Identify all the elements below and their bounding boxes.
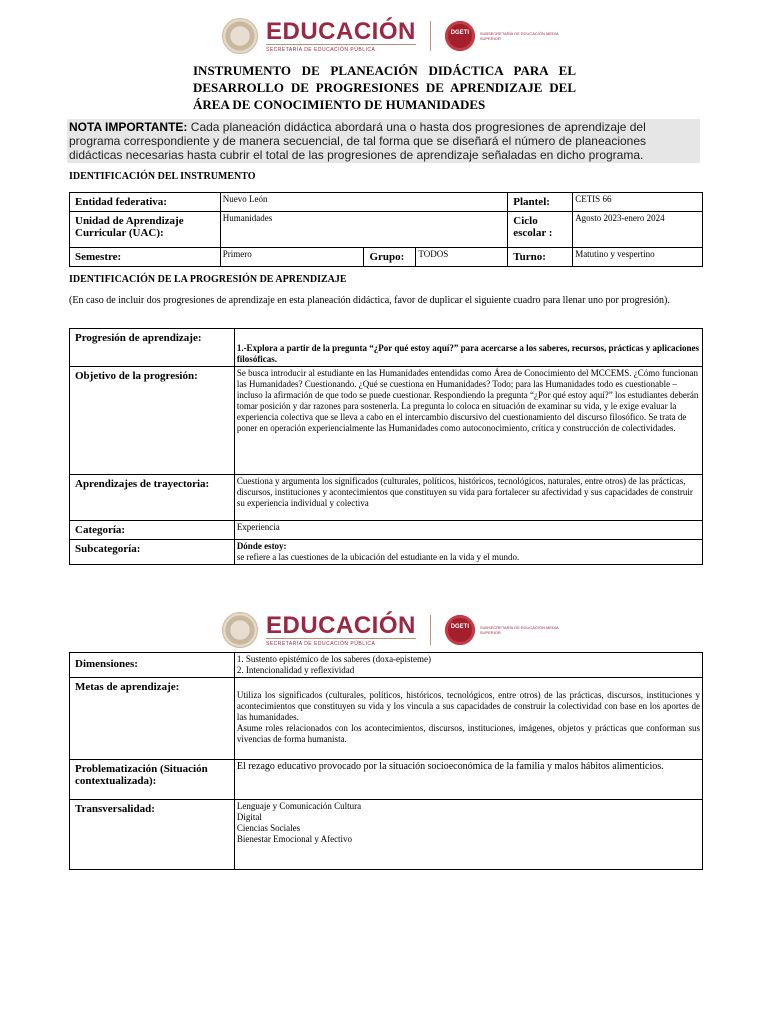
page2-table bbox=[69, 652, 703, 870]
transversalidad-label: Transversalidad: bbox=[70, 800, 235, 870]
logo-text: EDUCACIÓN bbox=[266, 17, 416, 45]
turno-value: Matutino y vespertino bbox=[573, 248, 703, 267]
progresion-value: 1.-Explora a partir de la pregunta “¿Por qué estoy aquí?” para acercarse a los saberes, recursos, prácticas y aplicaciones filosóficas. bbox=[234, 329, 702, 367]
logo-subtext: SECRETARÍA DE EDUCACIÓN PÚBLICA bbox=[266, 44, 416, 53]
semestre-label: Semestre: bbox=[70, 248, 221, 267]
gear-subtext: SUBSECRETARÍA DE EDUCACIÓN MEDIA SUPERIOR bbox=[479, 31, 559, 41]
transv-item: Bienestar Emocional y Afectivo bbox=[236, 834, 353, 844]
categoria-label: Categoría: bbox=[70, 521, 235, 540]
header-logo-page2 bbox=[222, 612, 560, 648]
metas-value bbox=[234, 678, 702, 760]
plantel-value: CETIS 66 bbox=[573, 193, 703, 212]
categoria-value: Experiencia bbox=[234, 521, 702, 540]
grupo-label: Grupo: bbox=[364, 248, 416, 267]
logo-subtext: SECRETARÍA DE EDUCACIÓN PÚBLICA bbox=[266, 638, 416, 647]
entidad-value: Nuevo León bbox=[220, 193, 507, 212]
logo-divider bbox=[430, 21, 431, 51]
ciclo-value: Agosto 2023-enero 2024 bbox=[573, 212, 703, 248]
progresion-label: Progresión de aprendizaje: bbox=[70, 329, 235, 367]
transversalidad-value bbox=[234, 800, 702, 870]
aprendizajes-value: Cuestiona y argumenta los significados (culturales, políticos, históricos, tecnológicos, naturales, entre otros) de las prácticas, discursos, instituciones y acontecimientos que constituyen su vida para fortalecer su afectividad y sus capacidades de construir su experiencia individual y colectiva bbox=[234, 475, 702, 521]
note-label: NOTA IMPORTANTE: bbox=[69, 120, 188, 134]
section-instructions: (En caso de incluir dos progresiones de aprendizaje en esta planeación didáctica, favor de duplicar el siguiente cuadro para llenar uno por progresión). bbox=[69, 295, 670, 306]
transv-item: Digital bbox=[236, 812, 262, 822]
problematizacion-label: Problematización (Situación contextualizada): bbox=[70, 760, 235, 800]
dgeti-gear-icon: DGETI bbox=[445, 615, 475, 645]
uac-label: Unidad de Aprendizaje Curricular (UAC): bbox=[70, 212, 221, 248]
subcategoria-label: Subcategoría: bbox=[70, 540, 235, 565]
aprendizajes-label: Aprendizajes de trayectoria: bbox=[70, 475, 235, 521]
transv-item: Ciencias Sociales bbox=[236, 823, 301, 833]
semestre-value: Primero bbox=[220, 248, 364, 267]
note-text: Cada planeación didáctica abordará una o hasta dos progresiones de aprendizaje del programa correspondiente y de manera secuencial, de tal forma que se diseñará el número de planeaciones didácticas necesarias hasta cubrir el total de las progresiones de aprendizaje señaladas en dicho programa. bbox=[69, 120, 647, 162]
gear-subtext: SUBSECRETARÍA DE EDUCACIÓN MEDIA SUPERIOR bbox=[479, 625, 559, 635]
plantel-label: Plantel: bbox=[508, 193, 573, 212]
meta-item: Asume roles relacionados con los acontecimientos, discursos, instituciones, imágenes, objetos y prácticas que conforman sus vivencias de forma humanista. bbox=[236, 723, 700, 744]
problematizacion-value: El rezago educativo provocado por la situación socioeconómica de la familia y malos hábitos alimenticios. bbox=[234, 760, 702, 800]
logo-text: EDUCACIÓN bbox=[266, 611, 416, 639]
instrument-table bbox=[69, 192, 703, 267]
subcategoria-text: se refiere a las cuestiones de la ubicación del estudiante en la vida y el mundo. bbox=[236, 552, 520, 562]
grupo-value: TODOS bbox=[416, 248, 508, 267]
mexico-seal-icon bbox=[222, 612, 258, 648]
objetivo-label: Objetivo de la progresión: bbox=[70, 367, 235, 475]
turno-label: Turno: bbox=[508, 248, 573, 267]
dimensiones-value bbox=[234, 653, 702, 678]
dgeti-gear-icon: DGETI bbox=[445, 21, 475, 51]
dimension-item: 1. Sustento epistémico de los saberes (doxa-episteme) bbox=[236, 654, 432, 664]
progression-table bbox=[69, 328, 703, 565]
entidad-label: Entidad federativa: bbox=[70, 193, 221, 212]
subcategoria-value bbox=[234, 540, 702, 565]
header-logo bbox=[222, 18, 560, 54]
metas-label: Metas de aprendizaje: bbox=[70, 678, 235, 760]
document-title: INSTRUMENTO DE PLANEACIÓN DIDÁCTICA PARA EL DESARROLLO DE PROGRESIONES DE APRENDIZAJE DEL ÁREA DE CONOCIMIENTO DE HUMANIDADES bbox=[193, 63, 576, 112]
ciclo-label: Ciclo escolar : bbox=[508, 212, 573, 248]
dimensiones-label: Dimensiones: bbox=[70, 653, 235, 678]
section-identificacion-progresion: IDENTIFICACIÓN DE LA PROGRESIÓN DE APRENDIZAJE bbox=[69, 274, 347, 285]
uac-value: Humanidades bbox=[220, 212, 507, 248]
transv-item: Lenguaje y Comunicación Cultura bbox=[236, 801, 362, 811]
logo-divider bbox=[430, 615, 431, 645]
objetivo-value: Se busca introducir al estudiante en las Humanidades entendidas como Área de Conocimiento del MCCEMS. ¿Cómo funcionan las Humanidades? Cuestionando. ¿Qué se cuestiona en Humanidades? Todo; para las Humanidades todo es cuestionable –incluso la afirmación de que todo se puede cuestionar. Respondiendo la pregunta “¿Por qué estoy aquí?” los estudiantes deberán tomar posición y dar razones para sostenerla. La pregunta lo coloca en situación de examinar su vida, y le exige evaluar la experiencia colectiva que se lleva a cabo en el intercambio discursivo del cuestionamiento del discurso filosófico. Se trata de poner en operación experiencialmente las Humanidades como autoconocimiento, crítica y construcción de colectividades. bbox=[234, 367, 702, 475]
dimension-item: 2. Intencionalidad y reflexividad bbox=[236, 665, 355, 675]
important-note bbox=[67, 119, 700, 163]
mexico-seal-icon bbox=[222, 18, 258, 54]
subcategoria-bold: Dónde estoy: bbox=[236, 541, 287, 551]
section-identificacion-instrumento: IDENTIFICACIÓN DEL INSTRUMENTO bbox=[69, 171, 256, 182]
meta-item: Utiliza los significados (culturales, políticos, históricos, tecnológicos, entre otros) de las prácticas, discursos, instituciones y acontecimientos que constituyen su vida y los vincula a sus capacidades de construir la colectividad con base en los aportes de las humanidades. bbox=[236, 690, 700, 722]
